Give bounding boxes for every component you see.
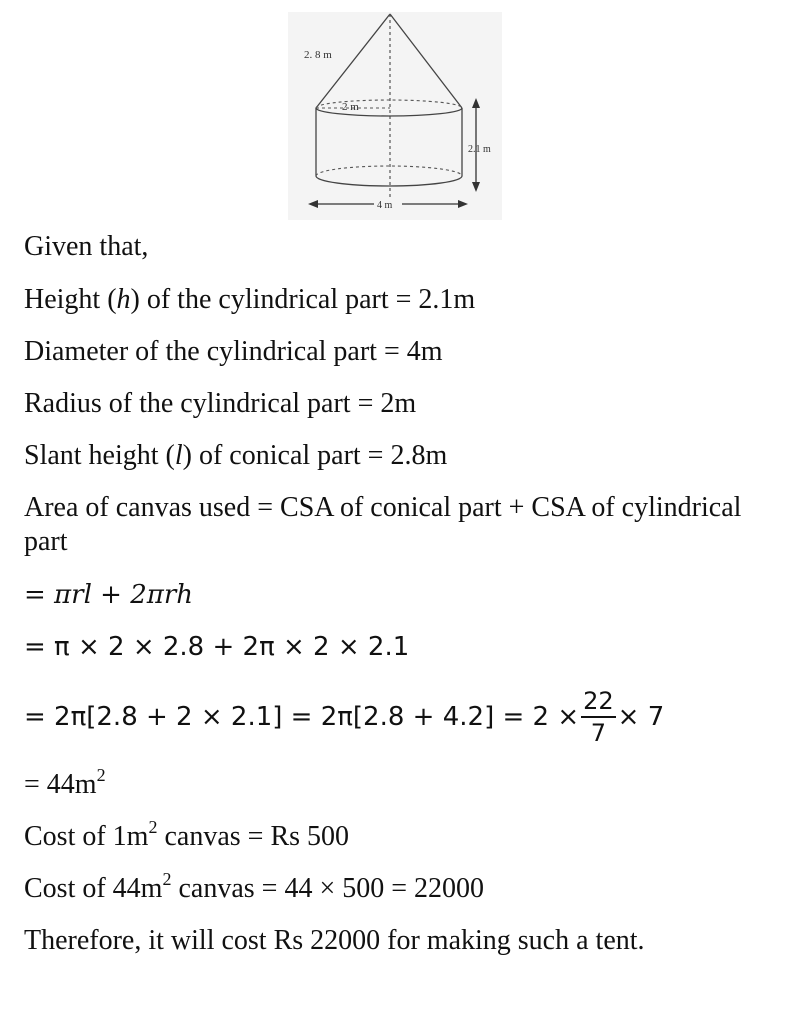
cone-right-edge — [390, 14, 462, 108]
tent-diagram — [288, 12, 502, 220]
diameter-label: 4 m — [377, 200, 393, 211]
height-line: Height (h) of the cylindrical part = 2.1m — [24, 284, 476, 315]
conclusion-line: Therefore, it will cost Rs 22000 for making such a tent. — [24, 925, 645, 956]
height-arrow-up — [472, 98, 480, 108]
slant-label: 2. 8 m — [304, 49, 332, 61]
step-result: = $44m^2$ — [24, 764, 106, 800]
total-cost-line: Cost of $44m^2$ canvas = 44 × 500 = 22000 — [24, 868, 485, 904]
height-label: 2.1 m — [468, 144, 491, 155]
diameter-arrow-left — [308, 200, 318, 208]
radius-line-text: Radius of the cylindrical part = 2m — [24, 388, 417, 419]
given-heading: Given that, — [24, 231, 149, 262]
step-formula: = πrl + 2πrh — [24, 580, 193, 610]
tent-figure — [288, 12, 502, 220]
bottom-ellipse-front — [316, 176, 462, 186]
top-ellipse-front — [316, 108, 462, 116]
step-simplification: = 2π[2.8 + 2 × 2.1] = 2π[2.8 + 4.2] = 2 × $\frac{22}{7}$ × 7 — [24, 687, 665, 747]
diameter-arrow-right — [458, 200, 468, 208]
cost-per-sqm-line: Cost of $1m^2$ canvas = Rs 500 — [24, 816, 350, 852]
radius-label: 2 m — [342, 101, 359, 113]
area-line: Area of canvas used = CSA of conical part + CSA of cylindrical part — [24, 492, 742, 557]
top-ellipse-back — [316, 100, 462, 108]
bottom-ellipse-back — [316, 166, 462, 176]
step-substitution: = π × 2 × 2.8 + 2π × 2 × 2.1 — [24, 632, 410, 662]
slant-line: Slant height (l) of conical part = 2.8m — [24, 440, 448, 471]
cone-left-edge — [316, 14, 390, 108]
fraction-22-7: $\frac{22}{7}$ — [583, 687, 614, 747]
height-arrow-down — [472, 182, 480, 192]
diameter-line: Diameter of the cylindrical part = 4m — [24, 336, 443, 367]
